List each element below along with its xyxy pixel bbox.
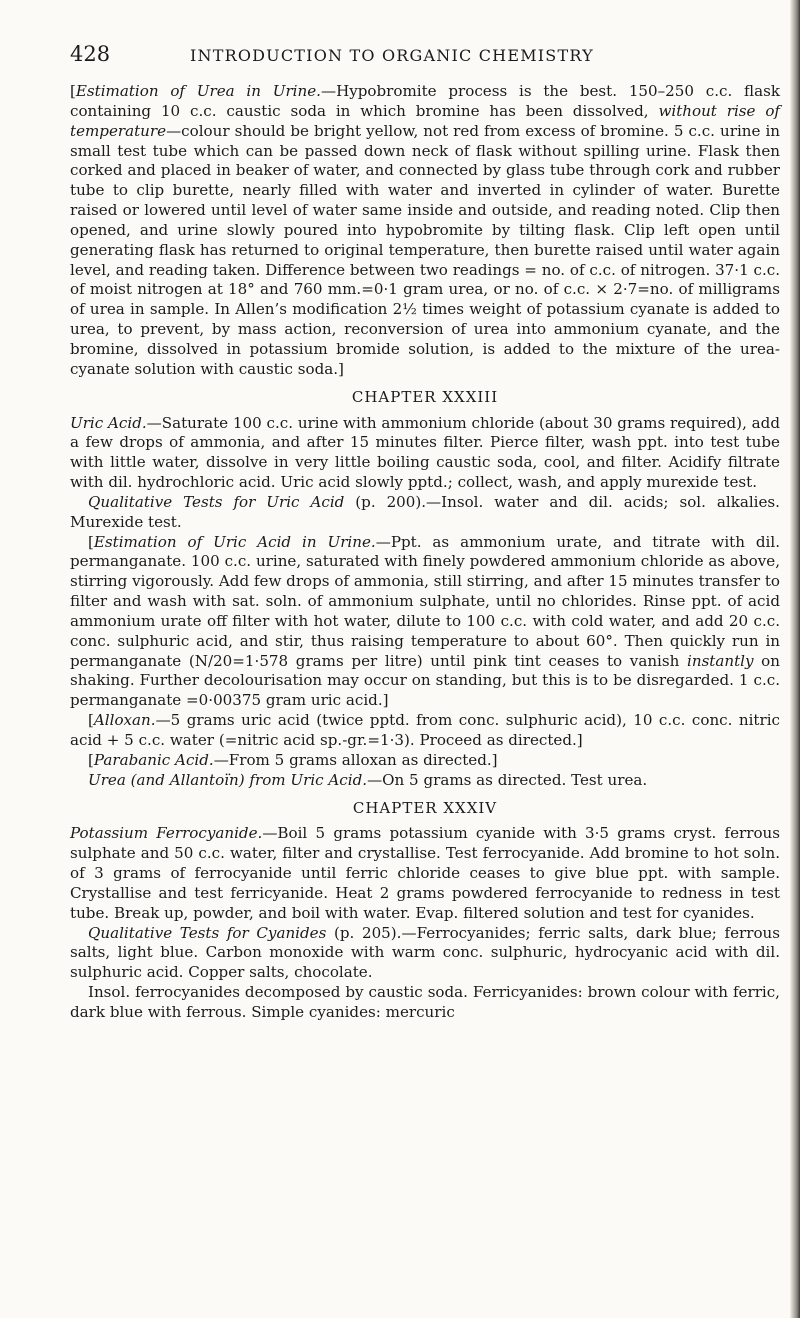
page-body <box>70 82 780 1023</box>
text-run: [ <box>88 532 94 551</box>
text-run: —From 5 grams alloxan as directed.] <box>213 750 498 769</box>
page-number: 428 <box>70 42 111 66</box>
page-header <box>70 42 780 76</box>
paragraph <box>70 533 780 712</box>
chapter-heading: CHAPTER XXXIII <box>351 387 499 406</box>
text-run: (p. 205).—Ferrocyanides; ferric salts, dark blue; ferrous salts, light blue. Carbon monoxide with warm conc. sulphuric, hydrocyanic acid with dil. sulphuric acid. Copper salts, chocolate. <box>70 923 780 982</box>
paragraph <box>70 751 780 771</box>
text-run: —Boil 5 grams potassium cyanide with 3·5 grams cryst. ferrous sulphate and 50 c.c. water, filter and crystallise. Test ferrocyanide. Add bromine to hot soln. of 3 grams of ferrocyanide until ferric chloride ceases to give blue ppt. with sample. Crystallise and test ferricyanide. Heat 2 grams powdered ferrocyanide to redness in test tube. Break up, powder, and boil with water. Evap. filtered solution and test for cyanides. <box>70 824 780 922</box>
text-run: (p. 200).—Insol. water and dil. acids; sol. alkalies. Murexide test. <box>70 492 780 531</box>
italic-run: Potassium Ferrocyanide. <box>70 824 263 843</box>
text-run: on shaking. Further decolourisation may occur on standing, but this is to be disregarded. 1 c.c. permanganate =0·00375 gram uric acid.] <box>70 651 780 710</box>
book-page <box>70 42 780 1023</box>
paragraph <box>70 493 780 533</box>
text-run: [ <box>70 82 76 100</box>
text-run: [ <box>88 750 94 769</box>
paragraph <box>70 771 780 791</box>
italic-run: Alloxan. <box>93 711 156 730</box>
italic-run: Estimation of Uric Acid in Urine. <box>93 532 376 551</box>
italic-run: Qualitative Tests for Cyanides <box>88 923 327 942</box>
paragraph <box>70 824 780 923</box>
text-run: Insol. ferrocyanides decomposed by caustic soda. Ferricyanides: brown colour with ferric, dark blue with ferrous. Simple cyanides: mercuric <box>70 983 780 1021</box>
italic-run: Uric Acid. <box>70 413 147 432</box>
paragraph <box>70 711 780 751</box>
text-run: —Ppt. as ammonium urate, and titrate with dil. permanganate. 100 c.c. urine, saturated with finely powdered ammonium chloride as above, stirring vigorously. Add few drops of ammonia, still stirring, and after 15 minutes transfer to filter and wash with sat. soln. of ammonium sulphate, until no chlorides. Rinse ppt. of acid ammonium urate off filter with hot water, dilute to 100 c.c. with cold water, and add 20 c.c. conc. sulphuric acid, and stir, thus raising temperature to about 60°. Then quickly run in permanganate (N/20=1·578 grams per litre) until pink tint ceases to vanish <box>70 532 780 670</box>
italic-run: Estimation of Urea in Urine. <box>75 82 321 100</box>
italic-run: Parabanic Acid. <box>93 750 214 769</box>
page-edge-shadow <box>790 0 800 1318</box>
text-run: —5 grams uric acid (twice pptd. from conc. sulphuric acid), 10 c.c. conc. nitric acid + 5 c.c. water (=nitric acid sp.-gr.=1·3). Proceed as directed.] <box>70 711 780 749</box>
running-head: INTRODUCTION TO ORGANIC CHEMISTRY <box>190 46 594 65</box>
italic-run: Qualitative Tests for Uric Acid <box>88 492 345 511</box>
text-run: —Hypobromite process is the best. 150–250 c.c. flask containing 10 c.c. caustic soda in which bromine has been dissolved, <box>70 82 780 120</box>
text-run: —Saturate 100 c.c. urine with ammonium chloride (about 30 grams required), add a few drops of ammonia, and after 15 minutes filter. Pierce filter, wash ppt. into test tube with little water, dissolve in very little boiling caustic soda, cool, and filter. Acidify filtrate with dil. hydrochloric acid. Uric acid slowly pptd.; collect, wash, and apply murexide test. <box>70 413 781 492</box>
italic-run: instantly <box>687 651 754 670</box>
italic-run: Urea (and Allantoïn) from Uric Acid. <box>88 770 368 789</box>
italic-run: without rise of temperature <box>70 101 780 140</box>
chapter-heading: CHAPTER XXXIV <box>352 798 498 817</box>
paragraph <box>70 983 780 1023</box>
text-run: [ <box>88 711 94 730</box>
paragraph <box>70 414 780 493</box>
paragraph <box>70 924 780 984</box>
paragraph <box>70 82 780 380</box>
text-run: —colour should be bright yellow, not red from excess of bromine. 5 c.c. urine in small test tube which can be passed down neck of flask without spilling urine. Flask then corked and placed in beaker of water, and connected by glass tube through cork and rubber tube to clip burette, nearly filled with water and inverted in cylinder of water. Burette raised or lowered until level of water same inside and outside, and reading noted. Clip then opened, and urine slowly poured into hypobromite by tilting flask. Clip left open until generating flask has returned to original temperature, then burette raised until water again level, and reading taken. Difference between two readings = no. of c.c. of nitrogen. 37·1 c.c. of moist nitrogen at 18° and 760 mm.=0·1 gram urea, or no. of c.c. × 2·7=no. of milligrams of urea in sample. In Allen’s modification 2½ times weight of potassium cyanate is added to urea, to prevent, by mass action, reconversion of urea into ammonium cyanate, and the bromine, dissolved in potassium bromide solution, is added to the mixture of the urea-cyanate solution with caustic soda.] <box>70 121 780 378</box>
text-run: —On 5 grams as directed. Test urea. <box>367 770 648 789</box>
